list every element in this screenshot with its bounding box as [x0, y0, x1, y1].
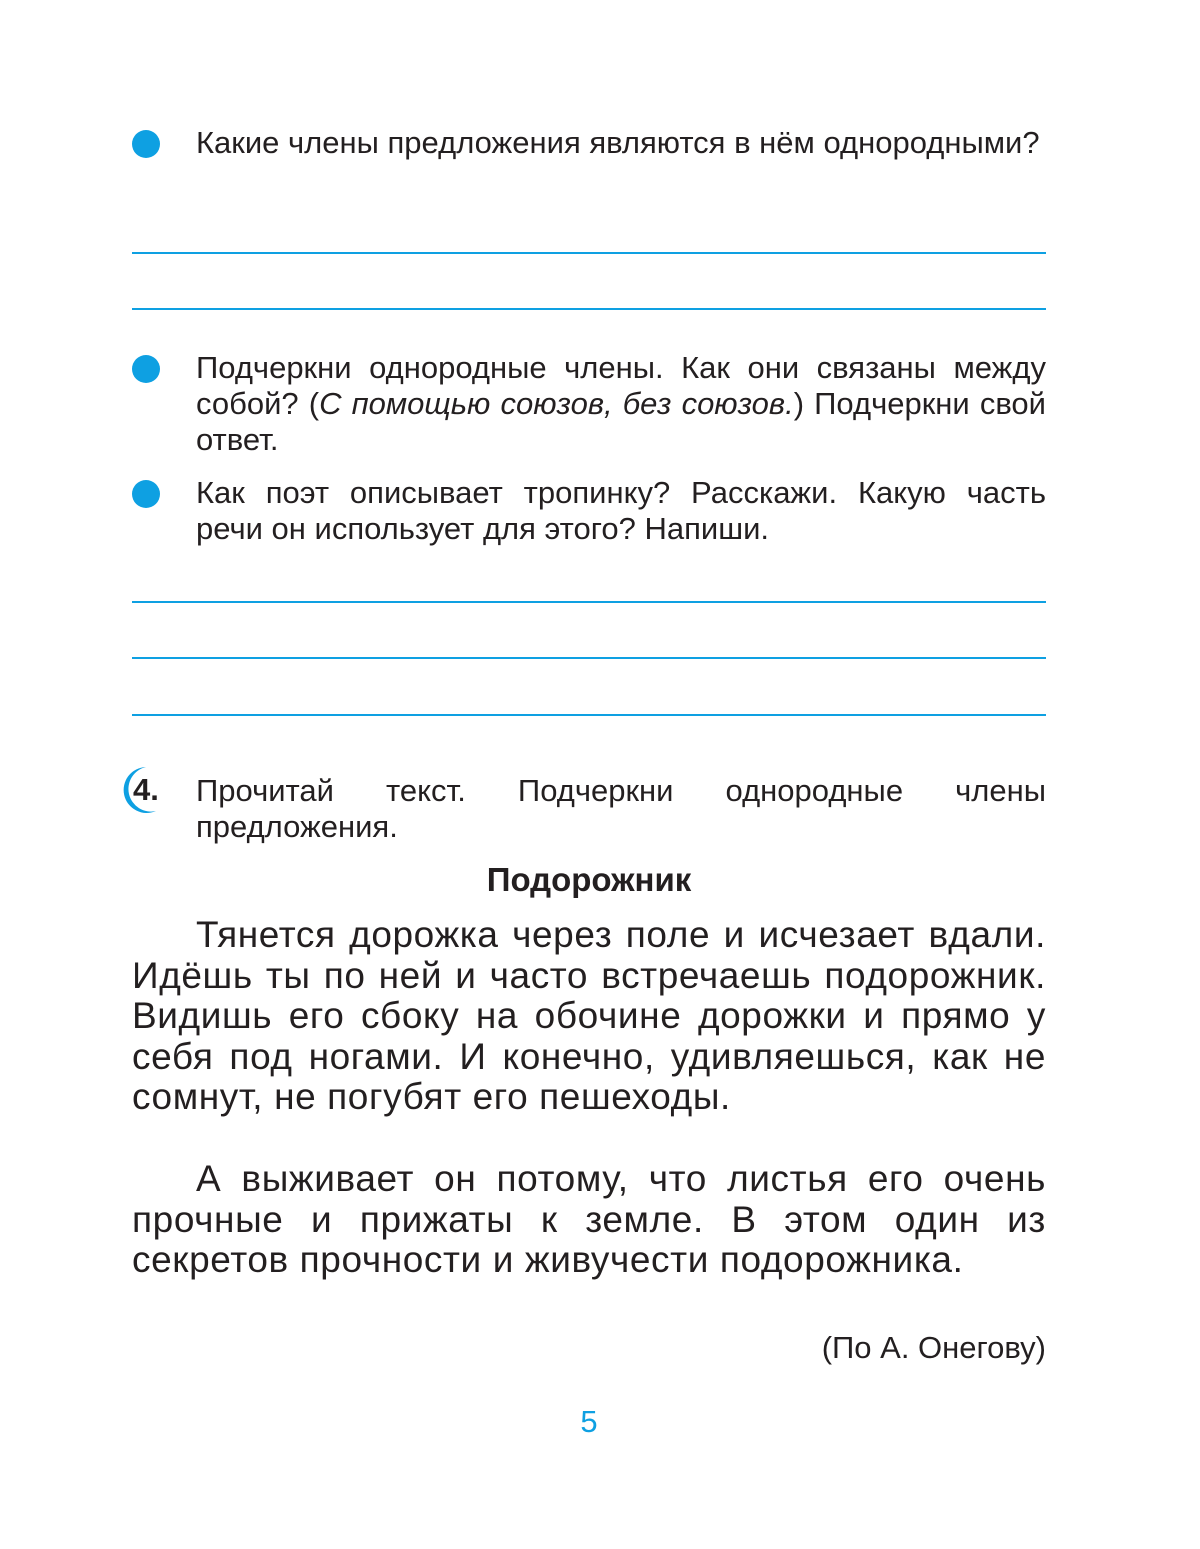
text-paragraph: А выживает он потому, что листья его очень прочные и прижаты к земле. В этом один из секретов прочности и живучести подорожника. — [132, 1158, 1046, 1281]
task-4-instruction: Прочитай текст. Подчеркни однородные члены предложения. — [196, 773, 1046, 844]
task-number: 4. — [133, 772, 159, 807]
bullet-icon — [132, 130, 160, 158]
question-3: Как поэт описывает тропинку? Расскажи. Какую часть речи он использует для этого? Напиши. — [196, 475, 1046, 546]
bullet-icon — [132, 355, 160, 383]
answer-line[interactable] — [132, 714, 1046, 716]
question-2-options: С помощью союзов, без союзов. — [319, 386, 794, 421]
task-number-badge — [112, 764, 162, 816]
question-2 — [196, 350, 1046, 458]
question-2-text: Подчеркни однородные члены. Как они связаны между собой? ( — [196, 350, 1046, 421]
text-title: Подорожник — [486, 861, 692, 898]
bullet-icon — [132, 480, 160, 508]
answer-line[interactable] — [132, 601, 1046, 603]
answer-line[interactable] — [132, 308, 1046, 310]
attribution: (По А. Онегову) — [821, 1330, 1046, 1365]
question-1: Какие члены предложения являются в нём однородными? — [196, 125, 1040, 160]
answer-line[interactable] — [132, 252, 1046, 254]
page-number: 5 — [580, 1404, 598, 1439]
question-2-text-end: ) Подчеркни свой ответ. — [196, 386, 1046, 457]
text-paragraph: Тянется дорожка через поле и исчезает вдали. Идёшь ты по ней и часто встречаешь подорожник. Видишь его сбоку на обочине дорожки и прямо у себя под ногами. И конечно, удивляешься, как не сомнут, не погубят его пешеходы. — [132, 914, 1046, 1118]
answer-line[interactable] — [132, 657, 1046, 659]
